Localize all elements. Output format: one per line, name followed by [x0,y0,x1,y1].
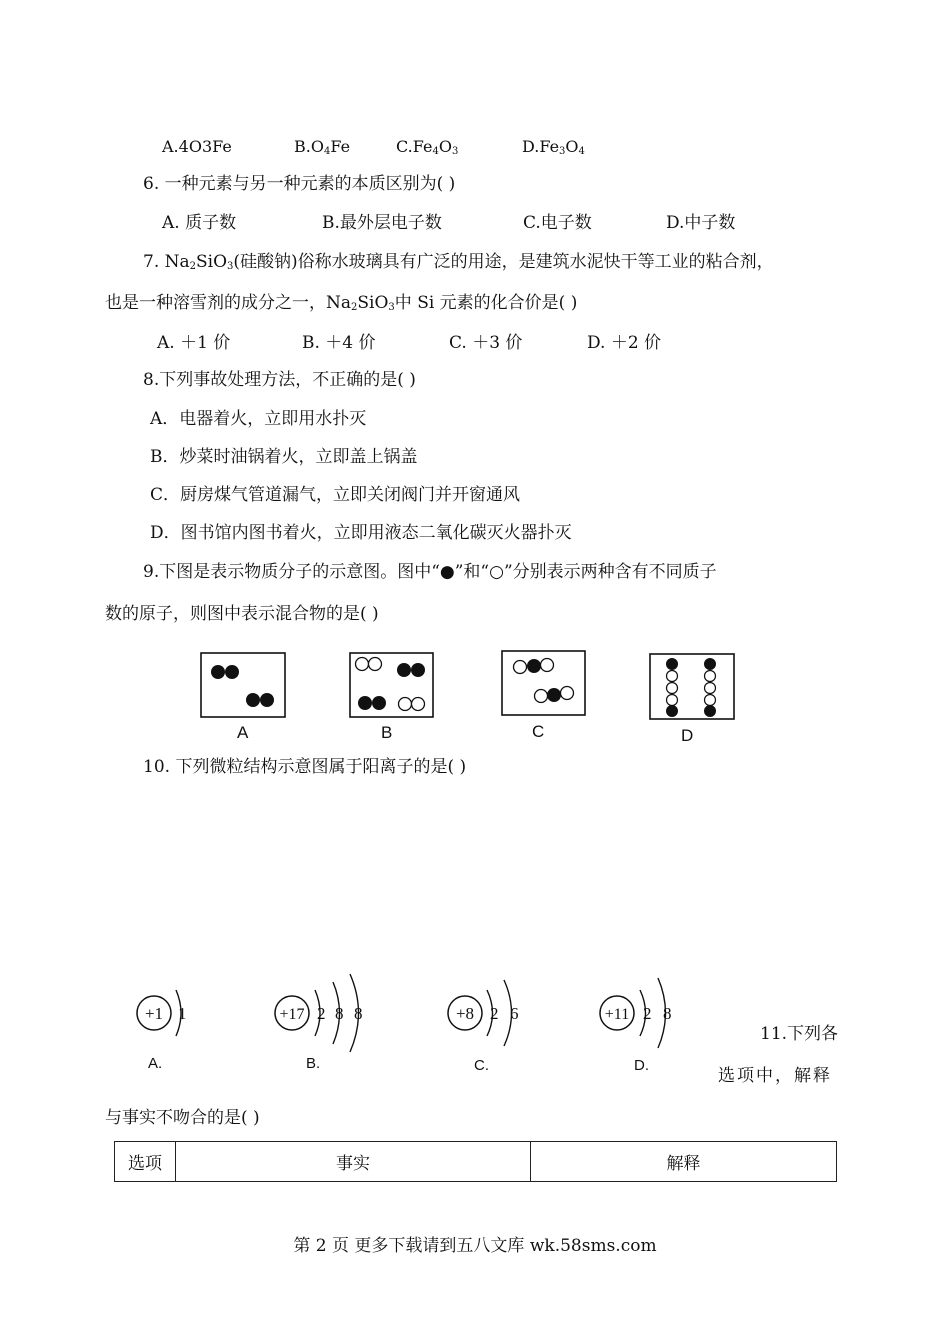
q9-stem-line2: 数的原子，则图中表示混合物的是( ) [105,604,379,624]
q11-stem-part1: 11.下列各 [760,1024,839,1044]
molecule-box-b [350,653,433,717]
shell-c-1: 2 [490,1004,499,1023]
q8-option-a: A．电器着火，立即用水扑灭 [150,409,367,429]
q10-stem: 10. 下列微粒结构示意图属于阳离子的是( ) [143,757,467,777]
q11-stem-part2: 选项中，解释 [718,1066,832,1086]
q6-option-b: B.最外层电子数 [322,213,442,233]
header-option: 选项 [115,1142,176,1182]
q9-stem-line1: 9.下图是表示物质分子的示意图。图中“●”和“○”分别表示两种含有不同质子 [143,562,717,582]
q6-option-c: C.电子数 [523,213,592,233]
q9-label-a: A [237,723,249,742]
nucleus-b: +17 [279,1006,305,1023]
q7-stem-line2: 也是一种溶雪剂的成分之一，$Na_2SiO_3$中 Si 元素的化合价是( ) [105,293,578,313]
shell-d-1: 2 [643,1004,652,1023]
q6-stem: 6. 一种元素与另一种元素的本质区别为( ) [143,174,456,194]
q11-table [114,1141,837,1182]
q6-option-a: A. 质子数 [162,213,237,233]
q9-label-b: B [381,723,393,742]
page-footer: 第 2 页 更多下载请到五八文库 wk.58sms.com [293,1236,657,1256]
q5-option-d: $D.Fe_3O_4$ [522,137,585,157]
q7-option-b: B. ＋4 价 [302,333,376,353]
shell-b-3: 8 [354,1004,363,1023]
q9-label-c: C [532,722,545,741]
q7-option-d: D. ＋2 价 [587,333,662,353]
nucleus-a: +1 [144,1004,164,1023]
q9-molecule-diagrams [195,645,745,745]
q10-label-a: A. [148,1055,163,1072]
q10-atom-diagrams [120,968,720,1078]
q8-option-d: D．图书馆内图书着火，立即用液态二氧化碳灭火器扑灭 [150,523,572,543]
shell-b-1: 2 [317,1004,326,1023]
q9-label-d: D [681,726,694,745]
q10-label-c: C. [474,1057,489,1074]
table-header-row [115,1142,837,1182]
shell-b-2: 8 [335,1004,344,1023]
q8-option-c: C．厨房煤气管道漏气，立即关闭阀门并开窗通风 [150,485,521,505]
atom-diagram-d [600,978,672,1048]
nucleus-c: +8 [455,1004,475,1023]
header-explanation: 解释 [531,1142,837,1182]
q8-stem: 8.下列事故处理方法，不正确的是( ) [143,370,416,390]
q7-option-a: A. ＋1 价 [157,333,231,353]
q8-option-b: B．炒菜时油锅着火，立即盖上锅盖 [150,447,418,467]
q10-label-d: D. [634,1057,649,1074]
header-fact: 事实 [176,1142,531,1182]
q5-option-b: $B.O_4Fe$ [294,137,351,157]
q11-stem-part3: 与事实不吻合的是( ) [105,1108,260,1128]
q5-option-a: A.4O3Fe [162,137,232,156]
atom-diagram-b [275,974,363,1052]
q7-stem-line1: 7. $Na_2SiO_3$(硅酸钠)俗称水玻璃具有广泛的用途，是建筑水泥快干等工业的粘合剂， [143,252,774,272]
shell-c-2: 6 [510,1004,519,1023]
shell-a-1: 1 [178,1004,187,1023]
q6-option-d: D.中子数 [666,213,736,233]
molecule-box-d [650,654,734,719]
molecule-box-a [201,653,285,717]
nucleus-d: +11 [604,1006,630,1023]
shell-d-2: 8 [663,1004,672,1023]
molecule-box-c [502,651,585,715]
q10-label-b: B. [306,1055,321,1072]
atom-diagram-a [137,990,187,1036]
q7-option-c: C. ＋3 价 [449,333,523,353]
q5-option-c: $C.Fe_4O_3$ [396,137,459,157]
atom-diagram-c [448,980,519,1046]
